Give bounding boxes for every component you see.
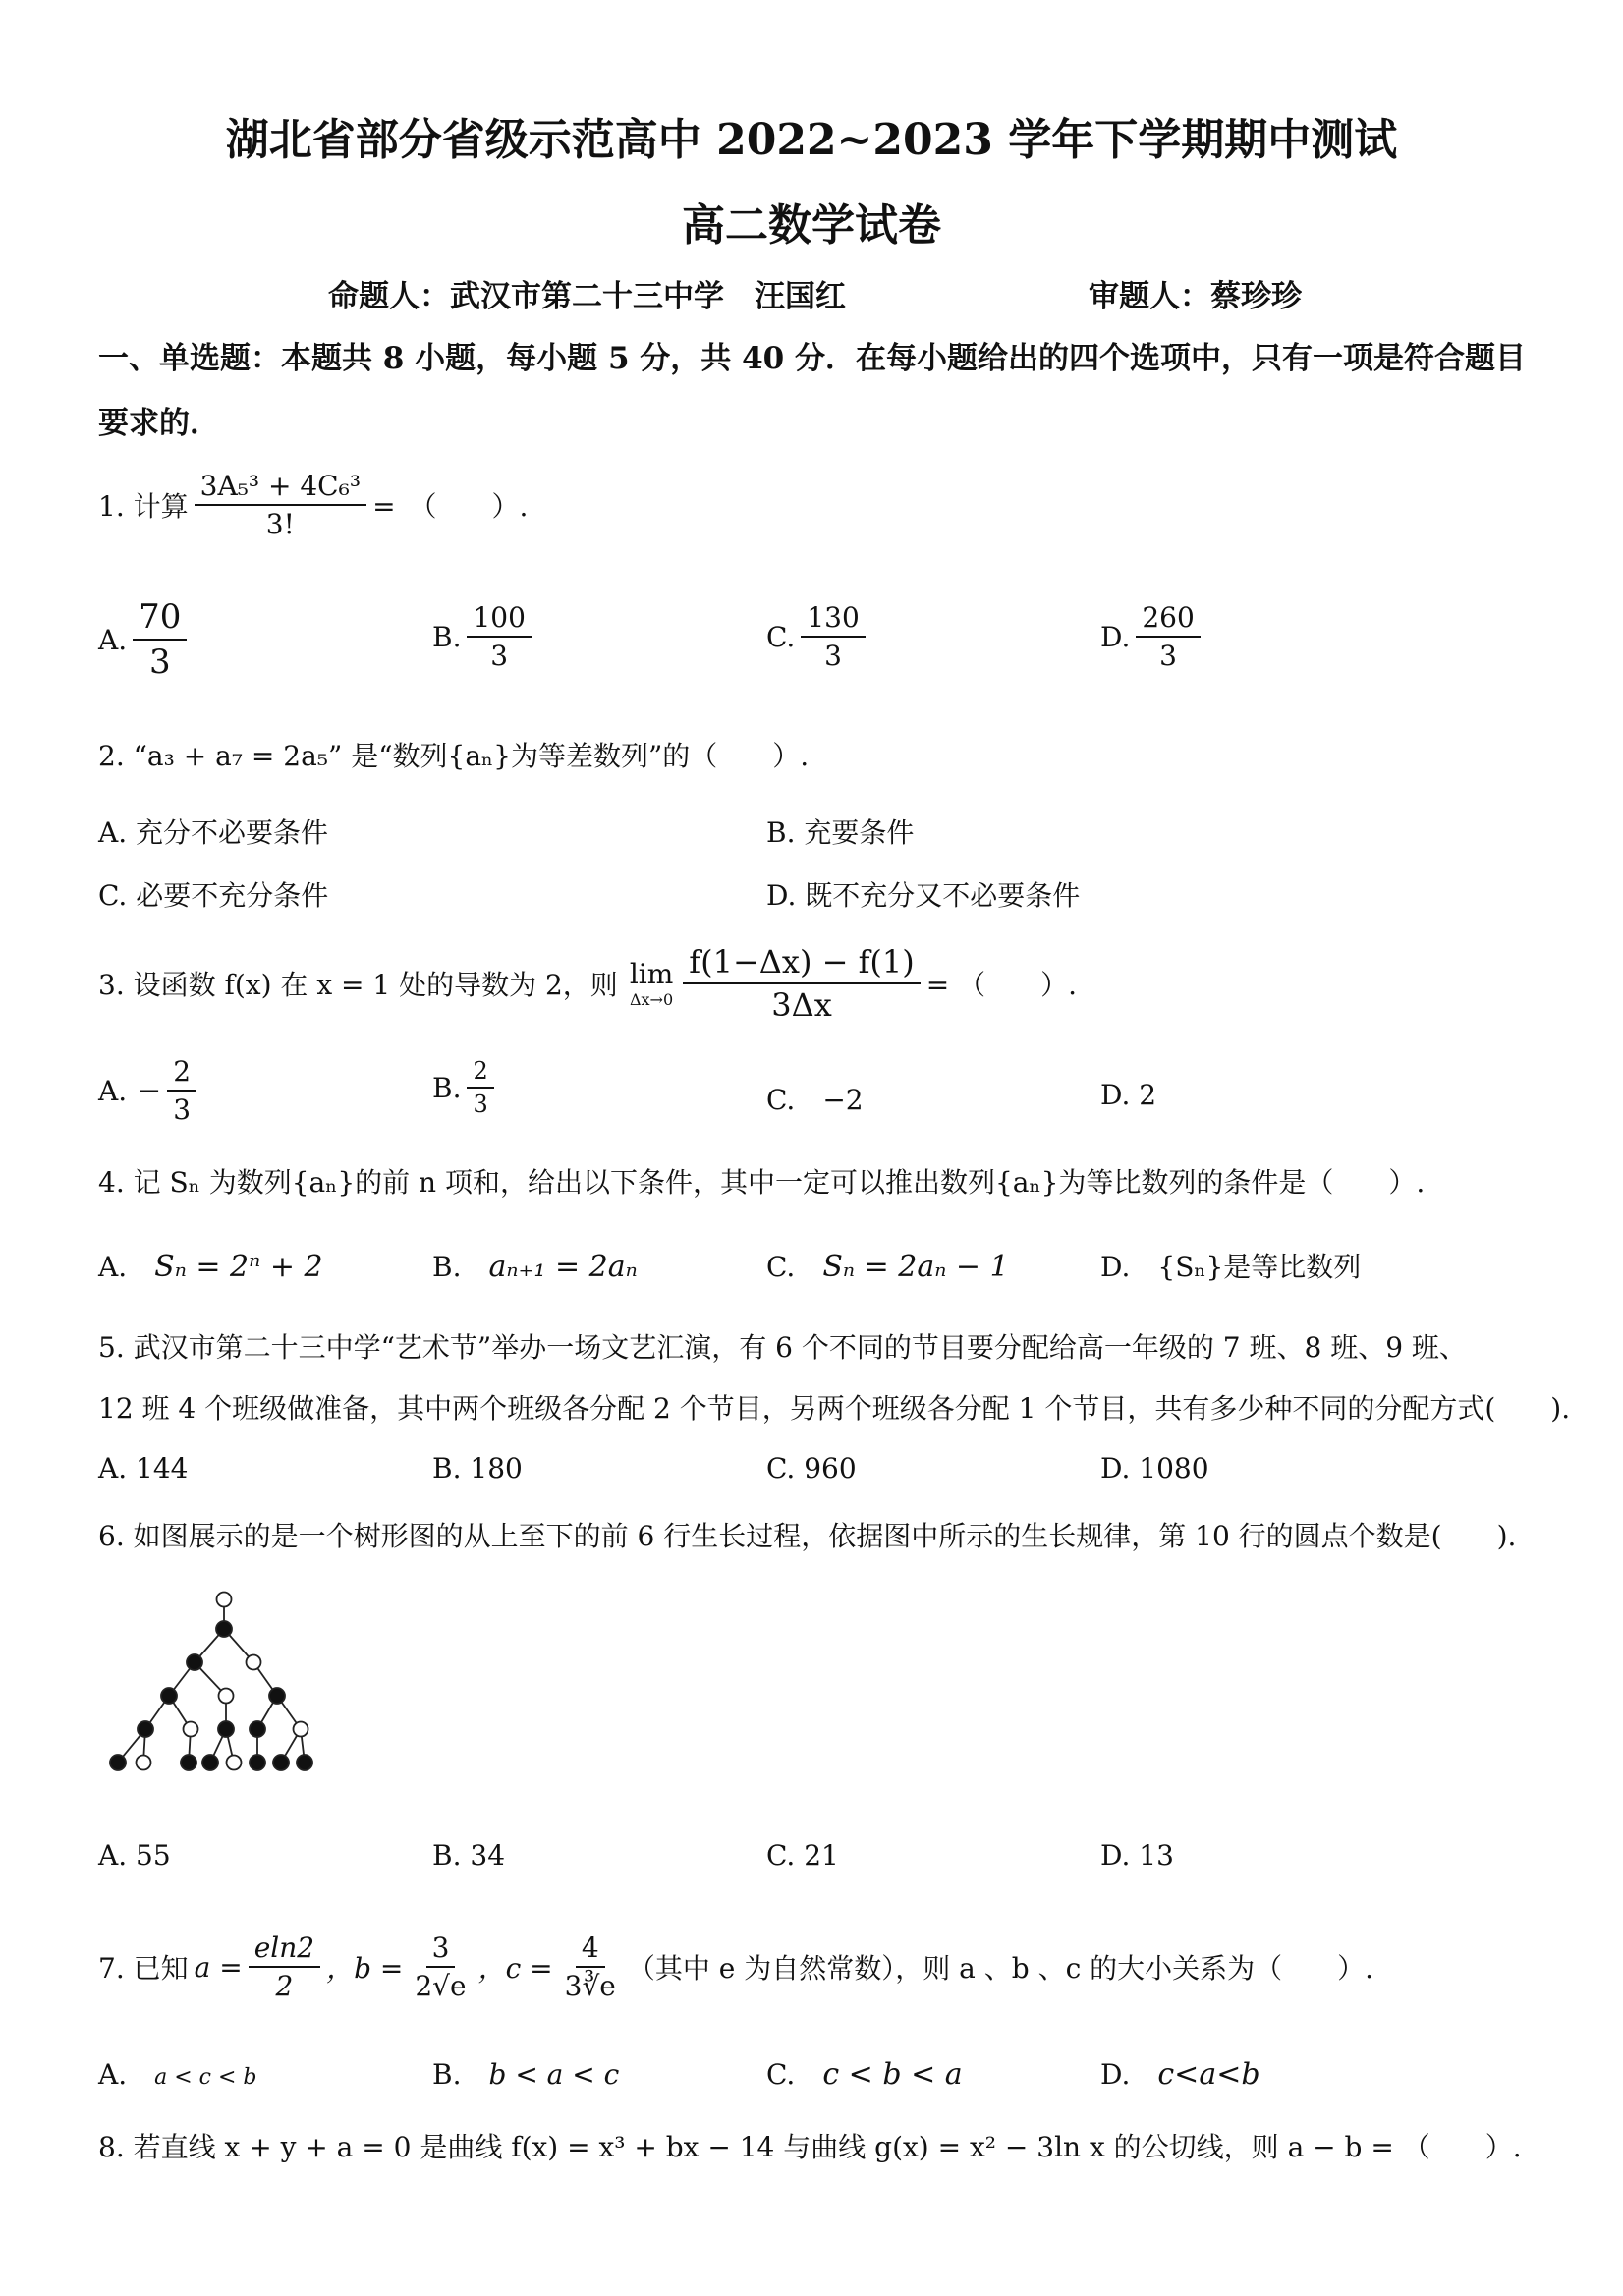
q1-option-c: [766, 601, 871, 672]
q2-option-a: [98, 812, 328, 851]
exam-title: 湖北省部分省级示范高中 2022~2023 学年下学期期中测试: [225, 115, 1398, 165]
q5-option-d: [1100, 1452, 1209, 1484]
q1-option-d: [1100, 601, 1206, 672]
option-label: C.: [766, 1251, 796, 1283]
option-text: 180: [470, 1452, 523, 1484]
question-5-line-2: 12 班 4 个班级做准备，其中两个班级各分配 2 个节目，另两个班级各分配 1 个节目，共有多少种不同的分配方式( ).: [98, 1392, 1571, 1425]
q4-option-b: [432, 1246, 638, 1285]
q2-option-d: [766, 874, 1080, 914]
option-sign: −: [137, 1073, 162, 1108]
option-label: C.: [766, 2058, 796, 2091]
fraction-numerator: eln2: [249, 1932, 320, 1968]
option-label: A.: [98, 1452, 128, 1484]
q4-option-a: [98, 1246, 323, 1285]
q5-option-a: [98, 1452, 188, 1484]
fraction-numerator: 2: [167, 1055, 196, 1092]
fraction-numerator: 70: [133, 597, 187, 641]
q3-denominator: 3Δx: [771, 986, 832, 1024]
option-text: aₙ₊₁ = 2aₙ: [488, 1250, 638, 1284]
fraction-denominator: 2√e: [415, 1970, 467, 2002]
question-7: [98, 1932, 1373, 2002]
option-text: 34: [470, 1839, 506, 1872]
option-text: {Sₙ}是等比数列: [1157, 1251, 1362, 1283]
q7-c-fraction: [559, 1932, 622, 2002]
question-5-line-1: 5. 武汉市第二十三中学“艺术节”举办一场文艺汇演，有 6 个不同的节目要分配给高一年级的 7 班、8 班、9 班、: [98, 1331, 1467, 1364]
option-text: Sₙ = 2aₙ − 1: [822, 1250, 1009, 1284]
option-label: A.: [98, 816, 128, 849]
option-fraction: [467, 1057, 493, 1118]
fraction-numerator: 3: [426, 1932, 456, 1968]
question-2: 2. “a₃ + a₇ = 2a₅” 是“数列{aₙ}为等差数列”的（ ）.: [98, 740, 810, 772]
fraction-denominator: 3: [1159, 640, 1177, 672]
option-label: B.: [432, 2058, 462, 2091]
option-label: C.: [766, 1839, 796, 1872]
option-label: B.: [766, 816, 796, 849]
q1-option-b: [432, 601, 537, 672]
fraction-denominator: 3: [173, 1093, 192, 1126]
option-text: b < a < c: [488, 2058, 620, 2091]
author-line: 命题人：武汉市第二十三中学 汪国红: [328, 279, 846, 314]
q3-numerator: f(1−Δx) − f(1): [683, 943, 920, 984]
q2-option-c: [98, 874, 328, 914]
q3-tail: = （ ）.: [925, 969, 1078, 1001]
q5-option-b: [432, 1452, 523, 1484]
q7-tail: （其中 e 为自然常数），则 a 、b 、c 的大小关系为（ ）.: [627, 1952, 1374, 1985]
tree-diagram: [98, 1572, 354, 1792]
option-label: A.: [98, 1839, 128, 1872]
option-label: D.: [1100, 1251, 1131, 1283]
option-text: 144: [136, 1452, 189, 1484]
q2-option-b: [766, 812, 914, 851]
option-label: B.: [432, 1071, 462, 1104]
option-text: 充要条件: [804, 816, 915, 849]
option-label: B.: [432, 1839, 462, 1872]
option-label: B.: [432, 620, 462, 653]
q3-option-b: [432, 1057, 500, 1118]
option-text: 960: [804, 1452, 857, 1484]
q7-b-label: ，b =: [326, 1952, 404, 1985]
option-label: D.: [1100, 1452, 1131, 1484]
q7-option-b: [432, 2053, 619, 2093]
q7-stem: 7. 已知: [98, 1952, 189, 1985]
option-fraction: [467, 601, 531, 672]
q6-option-a: [98, 1839, 171, 1872]
q1-denominator: 3!: [265, 508, 295, 540]
fraction-numerator: 100: [467, 601, 531, 638]
option-label: C.: [98, 879, 128, 912]
limit-operator: [630, 958, 673, 1009]
option-text: a < c < b: [154, 2065, 257, 2090]
option-text: 既不充分又不必要条件: [805, 879, 1081, 912]
fraction-denominator: 3∛e: [564, 1970, 616, 2002]
option-text: 充分不必要条件: [136, 816, 329, 849]
q7-c-label: ，c =: [477, 1952, 553, 1985]
fraction-numerator: 4: [576, 1932, 605, 1968]
question-3: [98, 943, 1077, 1024]
option-label: D.: [1100, 620, 1131, 653]
q7-option-c: [766, 2053, 963, 2093]
q1-tail: = （ ）.: [372, 490, 529, 523]
option-label: D.: [1100, 2058, 1131, 2091]
q7-option-d: [1100, 2053, 1260, 2093]
q1-fraction: [195, 470, 366, 540]
q3-option-d: D. 2: [1100, 1079, 1157, 1111]
option-label: A.: [98, 1251, 128, 1283]
option-label: A.: [98, 2058, 128, 2091]
option-label: B.: [432, 1251, 462, 1283]
q7-option-a: [98, 2053, 257, 2093]
option-text: c<a<b: [1157, 2057, 1260, 2092]
option-text: 21: [804, 1839, 839, 1872]
q6-option-c: [766, 1839, 839, 1872]
question-8: 8. 若直线 x + y + a = 0 是曲线 f(x) = x³ + bx − 14 与曲线 g(x) = x² − 3ln x 的公切线，则 a − b = （ ）.: [98, 2131, 1522, 2163]
option-text: 必要不充分条件: [136, 879, 329, 912]
q4-option-d: [1100, 1246, 1361, 1285]
option-text: c < b < a: [822, 2057, 963, 2092]
q4-option-c: [766, 1246, 1009, 1285]
tree-figure: [98, 1572, 354, 1788]
lim-text: lim: [629, 958, 674, 990]
q7-b-fraction: [409, 1932, 472, 2002]
exam-subtitle: 高二数学试卷: [682, 200, 941, 251]
q1-option-a: [98, 597, 193, 682]
fraction-numerator: 260: [1136, 601, 1200, 638]
option-fraction: [1136, 601, 1200, 672]
option-fraction: [167, 1055, 196, 1126]
question-4: 4. 记 Sₙ 为数列{aₙ}的前 n 项和，给出以下条件，其中一定可以推出数列{aₙ}为等比数列的条件是（ ）.: [98, 1166, 1426, 1199]
q3-option-c: C. −2: [766, 1084, 864, 1116]
fraction-denominator: 3: [148, 643, 171, 682]
q5-option-c: [766, 1452, 857, 1484]
reviewer-line: 审题人：蔡珍珍: [1089, 279, 1302, 314]
option-fraction: [801, 601, 865, 672]
q6-option-b: [432, 1839, 505, 1872]
fraction-denominator: 3: [824, 640, 842, 672]
option-label: D.: [766, 879, 797, 912]
q7-a-label: a =: [194, 1950, 243, 1984]
lim-subscript: Δx→0: [629, 990, 674, 1009]
question-1: [98, 470, 528, 540]
option-label: A.: [98, 623, 128, 656]
q6-option-d: [1100, 1839, 1174, 1872]
section-heading: 一、单选题：本题共 8 小题，每小题 5 分，共 40 分．在每小题给出的四个选项中，只有一项是符合题目要求的．: [98, 341, 1527, 441]
q1-numerator: 3A₅³ + 4C₆³: [195, 470, 366, 506]
q3-stem: 3. 设函数 f(x) 在 x = 1 处的导数为 2，则: [98, 969, 618, 1001]
fraction-denominator: 3: [473, 1091, 488, 1118]
fraction-numerator: 130: [801, 601, 865, 638]
option-fraction: [133, 597, 187, 682]
option-text: 55: [136, 1839, 171, 1872]
option-label: B.: [432, 1452, 462, 1484]
option-label: D.: [1100, 1839, 1131, 1872]
q3-fraction: [683, 943, 920, 1024]
question-6: 6. 如图展示的是一个树形图的从上至下的前 6 行生长过程，依据图中所示的生长规律，第 10 行的圆点个数是( ).: [98, 1520, 1517, 1552]
fraction-denominator: 3: [490, 640, 509, 672]
q3-option-a: [98, 1055, 202, 1126]
q1-number: 1. 计算: [98, 490, 189, 523]
fraction-numerator: 2: [467, 1057, 493, 1089]
option-text: 1080: [1139, 1452, 1209, 1484]
fraction-denominator: 2: [275, 1970, 294, 2002]
q7-a-fraction: [249, 1932, 320, 2002]
option-text: Sₙ = 2ⁿ + 2: [154, 1250, 323, 1284]
option-text: 13: [1139, 1839, 1174, 1872]
option-label: C.: [766, 1452, 796, 1484]
option-label: C.: [766, 620, 796, 653]
option-label: A.: [98, 1074, 128, 1107]
